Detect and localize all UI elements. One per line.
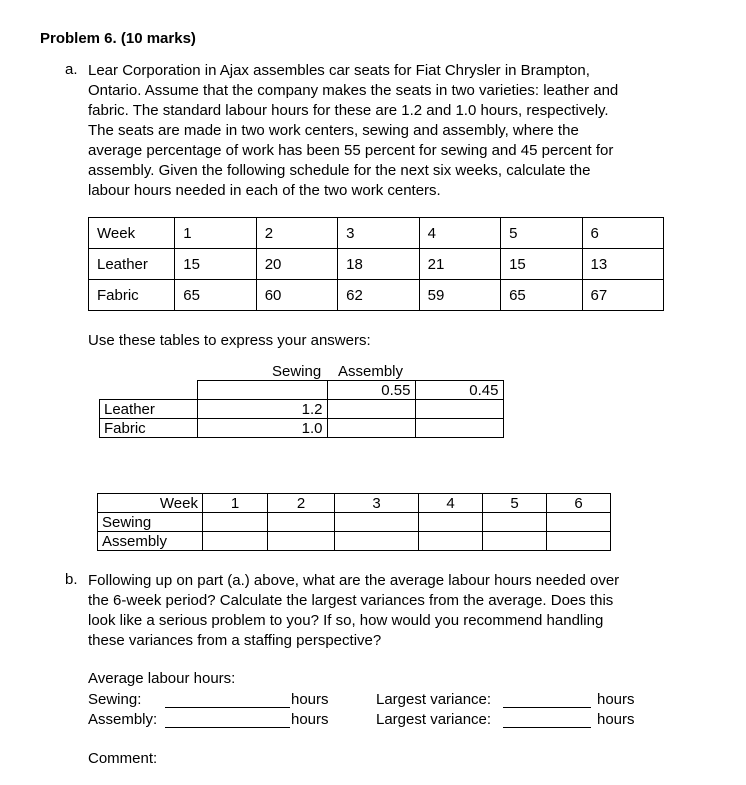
hours-table bbox=[99, 380, 504, 438]
week-cell: 3 bbox=[335, 494, 419, 513]
week-cell: 6 bbox=[547, 494, 611, 513]
answer-cell[interactable] bbox=[327, 400, 415, 419]
answer-cell[interactable] bbox=[268, 513, 335, 532]
part-b-marker: b. bbox=[65, 571, 78, 588]
part-b-line: look like a serious problem to you? If so, how would you recommend handling bbox=[88, 612, 604, 629]
table-cell: 65 bbox=[501, 280, 582, 311]
part-a-line: Ontario. Assume that the company makes the seats in two varieties: leather and bbox=[88, 82, 619, 99]
week-cell: 1 bbox=[203, 494, 268, 513]
schedule-table bbox=[88, 217, 664, 311]
part-a-line: Lear Corporation in Ajax assembles car seats for Fiat Chrysler in Brampton, bbox=[88, 62, 590, 79]
part-b-line: the 6-week period? Calculate the largest variances from the average. Does this bbox=[88, 592, 614, 609]
answer-cell[interactable] bbox=[327, 419, 415, 438]
answer-cell[interactable] bbox=[419, 532, 483, 551]
part-a-line: average percentage of work has been 55 percent for sewing and 45 percent for bbox=[88, 142, 614, 159]
part-b-line: Following up on part (a.) above, what are the average labour hours needed over bbox=[88, 572, 620, 589]
sewing-pct: 0.55 bbox=[327, 381, 415, 400]
answer-cell[interactable] bbox=[203, 532, 268, 551]
part-a-line: The seats are made in two work centers, sewing and assembly, where the bbox=[88, 122, 579, 139]
sewing-avg-blank[interactable] bbox=[165, 691, 290, 708]
answer-cell[interactable] bbox=[203, 513, 268, 532]
hours-unit: hours bbox=[291, 691, 329, 708]
largest-variance-label: Largest variance: bbox=[376, 711, 492, 728]
table-cell: 3 bbox=[338, 218, 419, 249]
problem-title: Problem 6. (10 marks) bbox=[40, 30, 196, 47]
assembly-pct: 0.45 bbox=[415, 381, 503, 400]
answer-cell[interactable] bbox=[415, 400, 503, 419]
answer-cell[interactable] bbox=[483, 532, 547, 551]
answer-cell[interactable] bbox=[483, 513, 547, 532]
table-row bbox=[100, 400, 504, 419]
part-a-line: labour hours needed in each of the two work centers. bbox=[88, 182, 441, 199]
part-b-line: these variances from a staffing perspective? bbox=[88, 632, 382, 649]
row-label: Leather bbox=[100, 400, 198, 419]
sewing-header: Sewing bbox=[272, 363, 322, 380]
hours-unit: hours bbox=[597, 711, 635, 728]
sewing-label: Sewing: bbox=[88, 691, 142, 708]
table-cell: 67 bbox=[582, 280, 663, 311]
table-cell: 60 bbox=[256, 280, 337, 311]
assembly-header: Assembly bbox=[338, 363, 404, 380]
table-row bbox=[100, 419, 504, 438]
hours-unit: hours bbox=[597, 691, 635, 708]
table-cell: 18 bbox=[338, 249, 419, 280]
table-cell: 13 bbox=[582, 249, 663, 280]
row-label: Fabric bbox=[100, 419, 198, 438]
table-cell: 1 bbox=[175, 218, 256, 249]
table-cell: 2 bbox=[256, 218, 337, 249]
answer-cell[interactable] bbox=[415, 419, 503, 438]
comment-label: Comment: bbox=[88, 750, 158, 767]
answer-cell[interactable] bbox=[268, 532, 335, 551]
table-cell: 6 bbox=[582, 218, 663, 249]
row-label: Assembly bbox=[98, 532, 203, 551]
week-cell: 5 bbox=[483, 494, 547, 513]
row-label: Sewing bbox=[98, 513, 203, 532]
table-cell: 21 bbox=[419, 249, 500, 280]
table-row bbox=[100, 381, 504, 400]
table-cell: 15 bbox=[501, 249, 582, 280]
part-b-text bbox=[88, 571, 668, 651]
row-label: Leather bbox=[89, 249, 175, 280]
table-cell: 5 bbox=[501, 218, 582, 249]
part-a-text bbox=[88, 61, 668, 201]
table-cell: 65 bbox=[175, 280, 256, 311]
assembly-label: Assembly: bbox=[88, 711, 158, 728]
answer-cell[interactable] bbox=[335, 513, 419, 532]
table-cell bbox=[197, 381, 327, 400]
assembly-avg-blank[interactable] bbox=[165, 711, 290, 728]
table-cell: 20 bbox=[256, 249, 337, 280]
table-row bbox=[98, 513, 611, 532]
table-row bbox=[89, 249, 664, 280]
hours-unit: hours bbox=[291, 711, 329, 728]
largest-variance-label: Largest variance: bbox=[376, 691, 492, 708]
use-tables-text: Use these tables to express your answers: bbox=[88, 332, 371, 349]
weekly-table bbox=[97, 493, 611, 551]
sewing-variance-blank[interactable] bbox=[503, 691, 591, 708]
assembly-variance-blank[interactable] bbox=[503, 711, 591, 728]
avg-label: Average labour hours: bbox=[88, 670, 236, 687]
answer-cell[interactable] bbox=[335, 532, 419, 551]
week-cell: 4 bbox=[419, 494, 483, 513]
table-row bbox=[98, 494, 611, 513]
table-cell: 59 bbox=[419, 280, 500, 311]
hours-cell: 1.0 bbox=[197, 419, 327, 438]
part-a-line: assembly. Given the following schedule for the next six weeks, calculate the bbox=[88, 162, 591, 179]
answer-cell[interactable] bbox=[419, 513, 483, 532]
week-cell: 2 bbox=[268, 494, 335, 513]
part-a-line: fabric. The standard labour hours for these are 1.2 and 1.0 hours, respectively. bbox=[88, 102, 609, 119]
hours-cell: 1.2 bbox=[197, 400, 327, 419]
answer-cell[interactable] bbox=[547, 532, 611, 551]
row-label: Week bbox=[89, 218, 175, 249]
table-row bbox=[89, 218, 664, 249]
table-cell: 62 bbox=[338, 280, 419, 311]
part-a-marker: a. bbox=[65, 61, 78, 78]
table-cell: 15 bbox=[175, 249, 256, 280]
table-row bbox=[98, 532, 611, 551]
table-row bbox=[89, 280, 664, 311]
row-label: Fabric bbox=[89, 280, 175, 311]
table-cell: 4 bbox=[419, 218, 500, 249]
week-label: Week bbox=[98, 494, 203, 513]
answer-cell[interactable] bbox=[547, 513, 611, 532]
